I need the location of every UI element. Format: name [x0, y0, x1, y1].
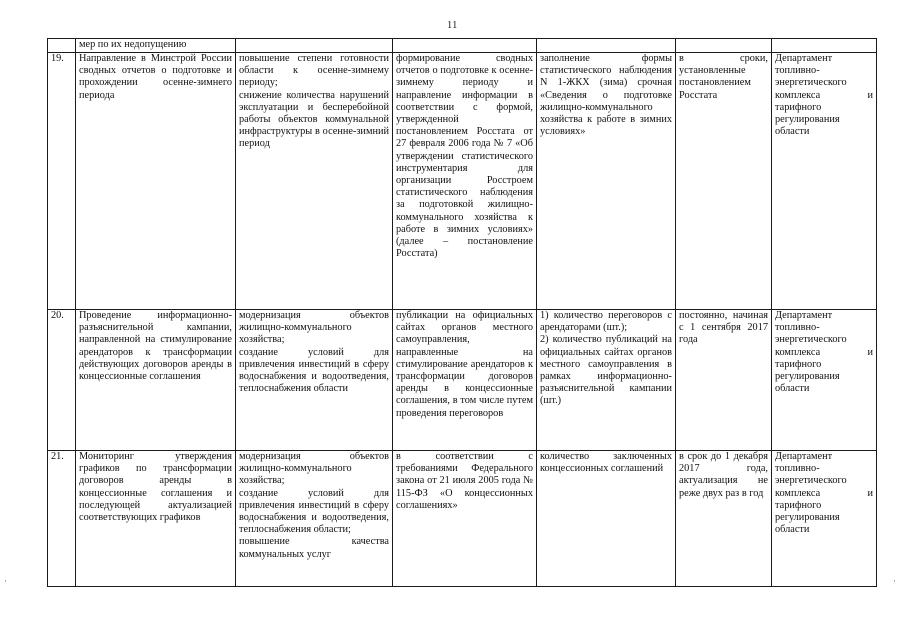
- expected-result-cell: модернизация объектов жилищно-коммунального хозяйства; создание условий для привлечения инвестиций в сферу водоснабжения и водоотведения, теплоснабжения области: [236, 310, 393, 451]
- indicator-cell: количество заключенных концессионных соглашений: [537, 451, 676, 587]
- action-cell: Проведение информационно-разъяснительной кампании, направленной на стимулирование арендаторов к трансформации действующих договоров аренды в концессионные соглашения: [76, 310, 236, 451]
- deadline-cell: в срок до 1 декабря 2017 года, актуализация не реже двух раз в год: [676, 451, 772, 587]
- row-number-cell: [48, 39, 76, 53]
- scan-margin-mark: ·: [893, 576, 896, 586]
- deadline-cell: [676, 39, 772, 53]
- measures-table: [47, 38, 877, 587]
- source-cell: [393, 39, 537, 53]
- page-number: 11: [447, 20, 458, 31]
- responsible-cell: Департамент топливно-энергетического комплекса и тарифного регулирования области: [772, 310, 877, 451]
- deadline-cell: в сроки, установленные постановлением Росстата: [676, 53, 772, 310]
- table-row: [48, 53, 877, 310]
- table-row: [48, 451, 877, 587]
- row-number-cell: 21.: [48, 451, 76, 587]
- responsible-cell: Департамент топливно-энергетического комплекса и тарифного регулирования области: [772, 451, 877, 587]
- responsible-cell: [772, 39, 877, 53]
- scan-margin-mark: ·: [4, 576, 7, 586]
- row-number-cell: 20.: [48, 310, 76, 451]
- expected-result-cell: повышение степени готовности области к осенне-зимнему периоду; снижение количества нарушений эксплуатации и бесперебойной работы объектов коммунальной инфраструктуры в осенне-зимний период: [236, 53, 393, 310]
- action-cell: Мониторинг утверждения графиков по трансформации договоров аренды в концессионные соглашения и последующей актуализацией соответствующих графиков: [76, 451, 236, 587]
- source-cell: публикации на официальных сайтах органов местного самоуправления, направленные на стимулирование арендаторов к трансформации договоров аренды в концессионные соглашения, в том числе путем проведения переговоров: [393, 310, 537, 451]
- action-cell: Направление в Минстрой России сводных отчетов о подготовке и прохождении осенне-зимнего периода: [76, 53, 236, 310]
- source-cell: в соответствии с требованиями Федерального закона от 21 июля 2005 года № 115-ФЗ «О концессионных соглашениях»: [393, 451, 537, 587]
- indicator-cell: [537, 39, 676, 53]
- row-number-cell: 19.: [48, 53, 76, 310]
- expected-result-cell: [236, 39, 393, 53]
- indicator-cell: 1) количество переговоров с арендаторами (шт.); 2) количество публикаций на официальных сайтах органов местного самоуправления в рамках информационно-разъяснительной кампании (шт.): [537, 310, 676, 451]
- indicator-cell: заполнение формы статистического наблюдения N 1-ЖКХ (зима) срочная «Сведения о подготовке жилищно-коммунального хозяйства к работе в зимних условиях»: [537, 53, 676, 310]
- source-cell: формирование сводных отчетов о подготовке к осенне-зимнему периоду и направление информации в соответствии с формой, утвержденной постановлением Росстата от 27 февраля 2006 года № 7 «Об утверждении статистического инструментария для организации Росстроем статистического наблюдения за подготовкой жилищно-коммунального хозяйства к работе в зимних условиях» (далее – постановление Росстата): [393, 53, 537, 310]
- expected-result-cell: модернизация объектов жилищно-коммунального хозяйства; создание условий для привлечения инвестиций в сферу водоснабжения и водоотведения, теплоснабжения области; повышение качества коммунальных услуг: [236, 451, 393, 587]
- action-cell: мер по их недопущению: [76, 39, 236, 53]
- table-row: [48, 310, 877, 451]
- deadline-cell: постоянно, начиная с 1 сентября 2017 года: [676, 310, 772, 451]
- responsible-cell: Департамент топливно-энергетического комплекса и тарифного регулирования области: [772, 53, 877, 310]
- table-row-carry-over: [48, 39, 877, 53]
